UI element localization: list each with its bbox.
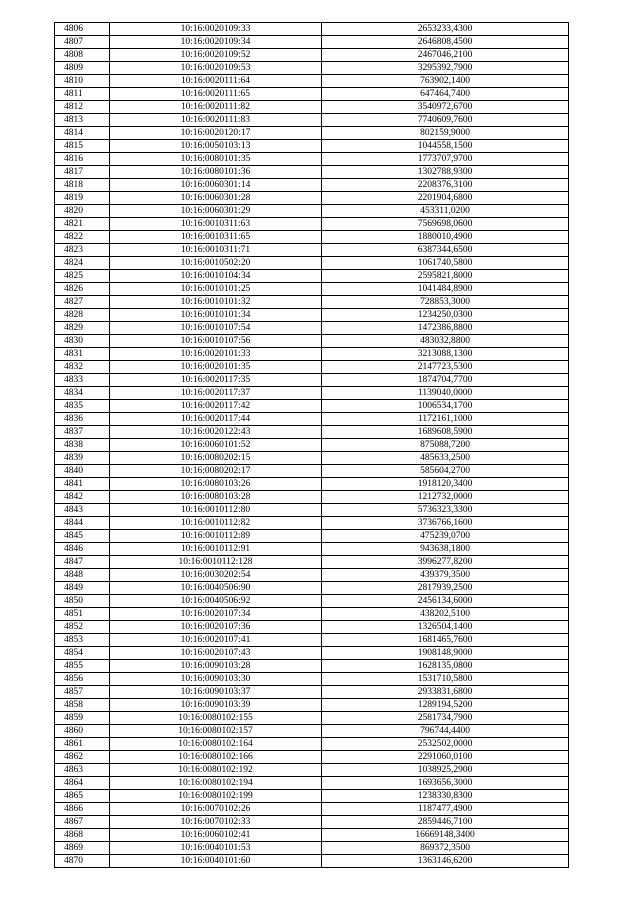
cadastral-number-cell: 10:16:0040101:60 — [109, 855, 321, 868]
table-row — [55, 556, 569, 569]
row-number-cell: 4849 — [55, 582, 110, 595]
value-cell: 2817939,2500 — [322, 582, 569, 595]
cadastral-number-cell: 10:16:0040506:90 — [109, 582, 321, 595]
value-cell: 6387344,6500 — [322, 244, 569, 257]
cadastral-number-cell: 10:16:0020109:34 — [109, 36, 321, 49]
cadastral-number-cell: 10:16:0020101:35 — [109, 361, 321, 374]
row-number-cell: 4840 — [55, 465, 110, 478]
value-cell: 1041484,8900 — [322, 283, 569, 296]
cadastral-number-cell: 10:16:0060102:41 — [109, 829, 321, 842]
value-cell: 763902,1400 — [322, 75, 569, 88]
cadastral-number-cell: 10:16:0040506:92 — [109, 595, 321, 608]
table-row — [55, 478, 569, 491]
table-row — [55, 725, 569, 738]
cadastral-number-cell: 10:16:0090103:39 — [109, 699, 321, 712]
row-number-cell: 4824 — [55, 257, 110, 270]
value-cell: 1689608,5900 — [322, 426, 569, 439]
row-number-cell: 4813 — [55, 114, 110, 127]
value-cell: 1038925,2900 — [322, 764, 569, 777]
value-cell: 1363146,6200 — [322, 855, 569, 868]
table-row — [55, 842, 569, 855]
table-row — [55, 569, 569, 582]
table-row — [55, 621, 569, 634]
row-number-cell: 4821 — [55, 218, 110, 231]
row-number-cell: 4860 — [55, 725, 110, 738]
cadastral-number-cell: 10:16:0080102:194 — [109, 777, 321, 790]
row-number-cell: 4863 — [55, 764, 110, 777]
row-number-cell: 4815 — [55, 140, 110, 153]
cadastral-number-cell: 10:16:0020107:34 — [109, 608, 321, 621]
cadastral-number-cell: 10:16:0090103:30 — [109, 673, 321, 686]
table-row — [55, 23, 569, 36]
row-number-cell: 4839 — [55, 452, 110, 465]
cadastral-number-cell: 10:16:0060301:29 — [109, 205, 321, 218]
row-number-cell: 4809 — [55, 62, 110, 75]
cadastral-number-cell: 10:16:0010112:128 — [109, 556, 321, 569]
cadastral-number-cell: 10:16:0020109:52 — [109, 49, 321, 62]
value-cell: 1472386,8800 — [322, 322, 569, 335]
cadastral-number-cell: 10:16:0080103:28 — [109, 491, 321, 504]
cadastral-number-cell: 10:16:0020117:35 — [109, 374, 321, 387]
cadastral-number-cell: 10:16:0080101:35 — [109, 153, 321, 166]
table-row — [55, 49, 569, 62]
table-row — [55, 673, 569, 686]
value-cell: 485633,2500 — [322, 452, 569, 465]
cadastral-number-cell: 10:16:0020111:65 — [109, 88, 321, 101]
row-number-cell: 4826 — [55, 283, 110, 296]
cadastral-number-cell: 10:16:0020117:37 — [109, 387, 321, 400]
cadastral-number-cell: 10:16:0080102:164 — [109, 738, 321, 751]
table-row — [55, 764, 569, 777]
value-cell: 5736323,3300 — [322, 504, 569, 517]
value-cell: 3295392,7900 — [322, 62, 569, 75]
row-number-cell: 4848 — [55, 569, 110, 582]
cadastral-number-cell: 10:16:0090103:37 — [109, 686, 321, 699]
table-row — [55, 231, 569, 244]
table-row — [55, 855, 569, 868]
row-number-cell: 4816 — [55, 153, 110, 166]
table-row — [55, 543, 569, 556]
row-number-cell: 4817 — [55, 166, 110, 179]
table-row — [55, 244, 569, 257]
value-cell: 2291060,0100 — [322, 751, 569, 764]
value-cell: 1172161,1000 — [322, 413, 569, 426]
table-row — [55, 75, 569, 88]
cadastral-number-cell: 10:16:0010101:25 — [109, 283, 321, 296]
row-number-cell: 4859 — [55, 712, 110, 725]
value-cell: 2532502,0000 — [322, 738, 569, 751]
value-cell: 585604,2700 — [322, 465, 569, 478]
cadastral-number-cell: 10:16:0010502:20 — [109, 257, 321, 270]
row-number-cell: 4834 — [55, 387, 110, 400]
row-number-cell: 4829 — [55, 322, 110, 335]
row-number-cell: 4861 — [55, 738, 110, 751]
value-cell: 7740609,7600 — [322, 114, 569, 127]
value-cell: 7569698,0600 — [322, 218, 569, 231]
table-row — [55, 582, 569, 595]
cadastral-number-cell: 10:16:0010311:63 — [109, 218, 321, 231]
table-row — [55, 322, 569, 335]
value-cell: 2933831,6800 — [322, 686, 569, 699]
row-number-cell: 4814 — [55, 127, 110, 140]
cadastral-number-cell: 10:16:0020107:43 — [109, 647, 321, 660]
value-cell: 1289194,5200 — [322, 699, 569, 712]
table-row — [55, 140, 569, 153]
row-number-cell: 4837 — [55, 426, 110, 439]
row-number-cell: 4866 — [55, 803, 110, 816]
cadastral-number-cell: 10:16:0060301:28 — [109, 192, 321, 205]
value-cell: 1531710,5800 — [322, 673, 569, 686]
row-number-cell: 4865 — [55, 790, 110, 803]
row-number-cell: 4810 — [55, 75, 110, 88]
cadastral-number-cell: 10:16:0020120:17 — [109, 127, 321, 140]
row-number-cell: 4838 — [55, 439, 110, 452]
value-cell: 1302788,9300 — [322, 166, 569, 179]
value-cell: 3540972,6700 — [322, 101, 569, 114]
cadastral-number-cell: 10:16:0010112:89 — [109, 530, 321, 543]
cadastral-number-cell: 10:16:0080102:199 — [109, 790, 321, 803]
row-number-cell: 4864 — [55, 777, 110, 790]
table-row — [55, 296, 569, 309]
value-cell: 2646808,4500 — [322, 36, 569, 49]
value-cell: 1139040,0000 — [322, 387, 569, 400]
value-cell: 1908148,9000 — [322, 647, 569, 660]
value-cell: 2859446,7100 — [322, 816, 569, 829]
row-number-cell: 4822 — [55, 231, 110, 244]
row-number-cell: 4807 — [55, 36, 110, 49]
cadastral-number-cell: 10:16:0080102:155 — [109, 712, 321, 725]
cadastral-number-cell: 10:16:0020111:83 — [109, 114, 321, 127]
table-row — [55, 257, 569, 270]
table-row — [55, 829, 569, 842]
cadastral-number-cell: 10:16:0010107:56 — [109, 335, 321, 348]
value-cell: 1187477,4900 — [322, 803, 569, 816]
cadastral-number-cell: 10:16:0080101:36 — [109, 166, 321, 179]
cadastral-number-cell: 10:16:0020109:33 — [109, 23, 321, 36]
row-number-cell: 4842 — [55, 491, 110, 504]
value-cell: 1238330,8300 — [322, 790, 569, 803]
value-cell: 2208376,3100 — [322, 179, 569, 192]
row-number-cell: 4855 — [55, 660, 110, 673]
cadastral-number-cell: 10:16:0070102:33 — [109, 816, 321, 829]
value-cell: 3996277,8200 — [322, 556, 569, 569]
cadastral-number-cell: 10:16:0020111:82 — [109, 101, 321, 114]
table-row — [55, 387, 569, 400]
row-number-cell: 4823 — [55, 244, 110, 257]
value-cell: 1006534,1700 — [322, 400, 569, 413]
row-number-cell: 4819 — [55, 192, 110, 205]
table-row — [55, 504, 569, 517]
row-number-cell: 4827 — [55, 296, 110, 309]
cadastral-number-cell: 10:16:0020107:36 — [109, 621, 321, 634]
value-cell: 1874704,7700 — [322, 374, 569, 387]
value-cell: 1773707,9700 — [322, 153, 569, 166]
table-row — [55, 309, 569, 322]
row-number-cell: 4812 — [55, 101, 110, 114]
value-cell: 1918120,3400 — [322, 478, 569, 491]
cadastral-number-cell: 10:16:0020101:33 — [109, 348, 321, 361]
table-row — [55, 660, 569, 673]
row-number-cell: 4856 — [55, 673, 110, 686]
table-row — [55, 374, 569, 387]
value-cell: 1234250,0300 — [322, 309, 569, 322]
value-cell: 3736766,1600 — [322, 517, 569, 530]
cadastral-number-cell: 10:16:0060301:14 — [109, 179, 321, 192]
row-number-cell: 4853 — [55, 634, 110, 647]
row-number-cell: 4846 — [55, 543, 110, 556]
cadastral-number-cell: 10:16:0010104:34 — [109, 270, 321, 283]
row-number-cell: 4811 — [55, 88, 110, 101]
value-cell: 647464,7400 — [322, 88, 569, 101]
table-row — [55, 426, 569, 439]
table-row — [55, 595, 569, 608]
cadastral-number-cell: 10:16:0070102:26 — [109, 803, 321, 816]
cadastral-number-cell: 10:16:0080102:192 — [109, 764, 321, 777]
value-cell: 728853,3000 — [322, 296, 569, 309]
table-row — [55, 283, 569, 296]
cadastral-number-cell: 10:16:0010311:65 — [109, 231, 321, 244]
value-cell: 453311,0200 — [322, 205, 569, 218]
table-row — [55, 270, 569, 283]
table-row — [55, 36, 569, 49]
table-row — [55, 348, 569, 361]
table-row — [55, 803, 569, 816]
cadastral-number-cell: 10:16:0020107:41 — [109, 634, 321, 647]
cadastral-number-cell: 10:16:0050103:13 — [109, 140, 321, 153]
row-number-cell: 4857 — [55, 686, 110, 699]
cadastral-number-cell: 10:16:0010101:34 — [109, 309, 321, 322]
row-number-cell: 4851 — [55, 608, 110, 621]
row-number-cell: 4850 — [55, 595, 110, 608]
row-number-cell: 4820 — [55, 205, 110, 218]
value-cell: 3213088,1300 — [322, 348, 569, 361]
value-cell: 16669148,3400 — [322, 829, 569, 842]
table-row — [55, 218, 569, 231]
cadastral-number-cell: 10:16:0060101:52 — [109, 439, 321, 452]
value-cell: 1628135,0800 — [322, 660, 569, 673]
table-row — [55, 179, 569, 192]
value-cell: 875088,7200 — [322, 439, 569, 452]
row-number-cell: 4806 — [55, 23, 110, 36]
cadastral-number-cell: 10:16:0040101:53 — [109, 842, 321, 855]
table-row — [55, 738, 569, 751]
value-cell: 2147723,5300 — [322, 361, 569, 374]
value-cell: 2653233,4300 — [322, 23, 569, 36]
value-cell: 2595821,8000 — [322, 270, 569, 283]
table-row — [55, 530, 569, 543]
row-number-cell: 4869 — [55, 842, 110, 855]
value-cell: 1212732,0000 — [322, 491, 569, 504]
table-row — [55, 608, 569, 621]
value-cell: 1061740,5800 — [322, 257, 569, 270]
value-cell: 2456134,6000 — [322, 595, 569, 608]
row-number-cell: 4870 — [55, 855, 110, 868]
cadastral-number-cell: 10:16:0020117:44 — [109, 413, 321, 426]
table-row — [55, 686, 569, 699]
row-number-cell: 4844 — [55, 517, 110, 530]
table-row — [55, 166, 569, 179]
table-row — [55, 647, 569, 660]
table-row — [55, 790, 569, 803]
table-row — [55, 361, 569, 374]
cadastral-number-cell: 10:16:0020111:64 — [109, 75, 321, 88]
cadastral-number-cell: 10:16:0020117:42 — [109, 400, 321, 413]
cadastral-number-cell: 10:16:0090103:28 — [109, 660, 321, 673]
table-row — [55, 699, 569, 712]
value-cell: 438202,5100 — [322, 608, 569, 621]
table-row — [55, 452, 569, 465]
cadastral-number-cell: 10:16:0010107:54 — [109, 322, 321, 335]
cadastral-number-cell: 10:16:0010112:80 — [109, 504, 321, 517]
row-number-cell: 4845 — [55, 530, 110, 543]
value-cell: 2467046,2100 — [322, 49, 569, 62]
cadastral-number-cell: 10:16:0080102:157 — [109, 725, 321, 738]
cadastral-number-cell: 10:16:0080202:15 — [109, 452, 321, 465]
row-number-cell: 4808 — [55, 49, 110, 62]
cadastral-number-cell: 10:16:0080102:166 — [109, 751, 321, 764]
table-row — [55, 712, 569, 725]
row-number-cell: 4832 — [55, 361, 110, 374]
row-number-cell: 4836 — [55, 413, 110, 426]
table-row — [55, 62, 569, 75]
cadastral-number-cell: 10:16:0020109:53 — [109, 62, 321, 75]
table-row — [55, 101, 569, 114]
value-cell: 869372,3500 — [322, 842, 569, 855]
table-row — [55, 192, 569, 205]
row-number-cell: 4852 — [55, 621, 110, 634]
row-number-cell: 4858 — [55, 699, 110, 712]
table-row — [55, 114, 569, 127]
table-row — [55, 127, 569, 140]
table-body — [55, 23, 569, 868]
table-row — [55, 413, 569, 426]
row-number-cell: 4847 — [55, 556, 110, 569]
row-number-cell: 4841 — [55, 478, 110, 491]
table-row — [55, 751, 569, 764]
row-number-cell: 4825 — [55, 270, 110, 283]
value-cell: 439379,3500 — [322, 569, 569, 582]
data-table — [54, 22, 569, 868]
row-number-cell: 4830 — [55, 335, 110, 348]
cadastral-number-cell: 10:16:0010112:82 — [109, 517, 321, 530]
table-row — [55, 88, 569, 101]
row-number-cell: 4854 — [55, 647, 110, 660]
cadastral-number-cell: 10:16:0010311:71 — [109, 244, 321, 257]
cadastral-number-cell: 10:16:0010112:91 — [109, 543, 321, 556]
value-cell: 1681465,7600 — [322, 634, 569, 647]
table-row — [55, 777, 569, 790]
row-number-cell: 4831 — [55, 348, 110, 361]
table-row — [55, 335, 569, 348]
row-number-cell: 4818 — [55, 179, 110, 192]
cadastral-number-cell: 10:16:0020122:43 — [109, 426, 321, 439]
table-row — [55, 816, 569, 829]
value-cell: 1880010,4900 — [322, 231, 569, 244]
row-number-cell: 4828 — [55, 309, 110, 322]
row-number-cell: 4833 — [55, 374, 110, 387]
table-row — [55, 491, 569, 504]
value-cell: 2581734,7900 — [322, 712, 569, 725]
row-number-cell: 4835 — [55, 400, 110, 413]
value-cell: 2201904,6800 — [322, 192, 569, 205]
cadastral-number-cell: 10:16:0080103:26 — [109, 478, 321, 491]
row-number-cell: 4843 — [55, 504, 110, 517]
value-cell: 802159,9000 — [322, 127, 569, 140]
table-row — [55, 634, 569, 647]
cadastral-number-cell: 10:16:0010101:32 — [109, 296, 321, 309]
value-cell: 1693656,3000 — [322, 777, 569, 790]
table-row — [55, 517, 569, 530]
table-row — [55, 205, 569, 218]
value-cell: 1326504,1400 — [322, 621, 569, 634]
table-row — [55, 439, 569, 452]
value-cell: 1044558,1500 — [322, 140, 569, 153]
cadastral-number-cell: 10:16:0030202:54 — [109, 569, 321, 582]
value-cell: 943638,1800 — [322, 543, 569, 556]
row-number-cell: 4868 — [55, 829, 110, 842]
cadastral-number-cell: 10:16:0080202:17 — [109, 465, 321, 478]
value-cell: 475239,0700 — [322, 530, 569, 543]
row-number-cell: 4867 — [55, 816, 110, 829]
value-cell: 796744,4400 — [322, 725, 569, 738]
table-row — [55, 153, 569, 166]
value-cell: 483032,8800 — [322, 335, 569, 348]
table-row — [55, 400, 569, 413]
row-number-cell: 4862 — [55, 751, 110, 764]
table-row — [55, 465, 569, 478]
